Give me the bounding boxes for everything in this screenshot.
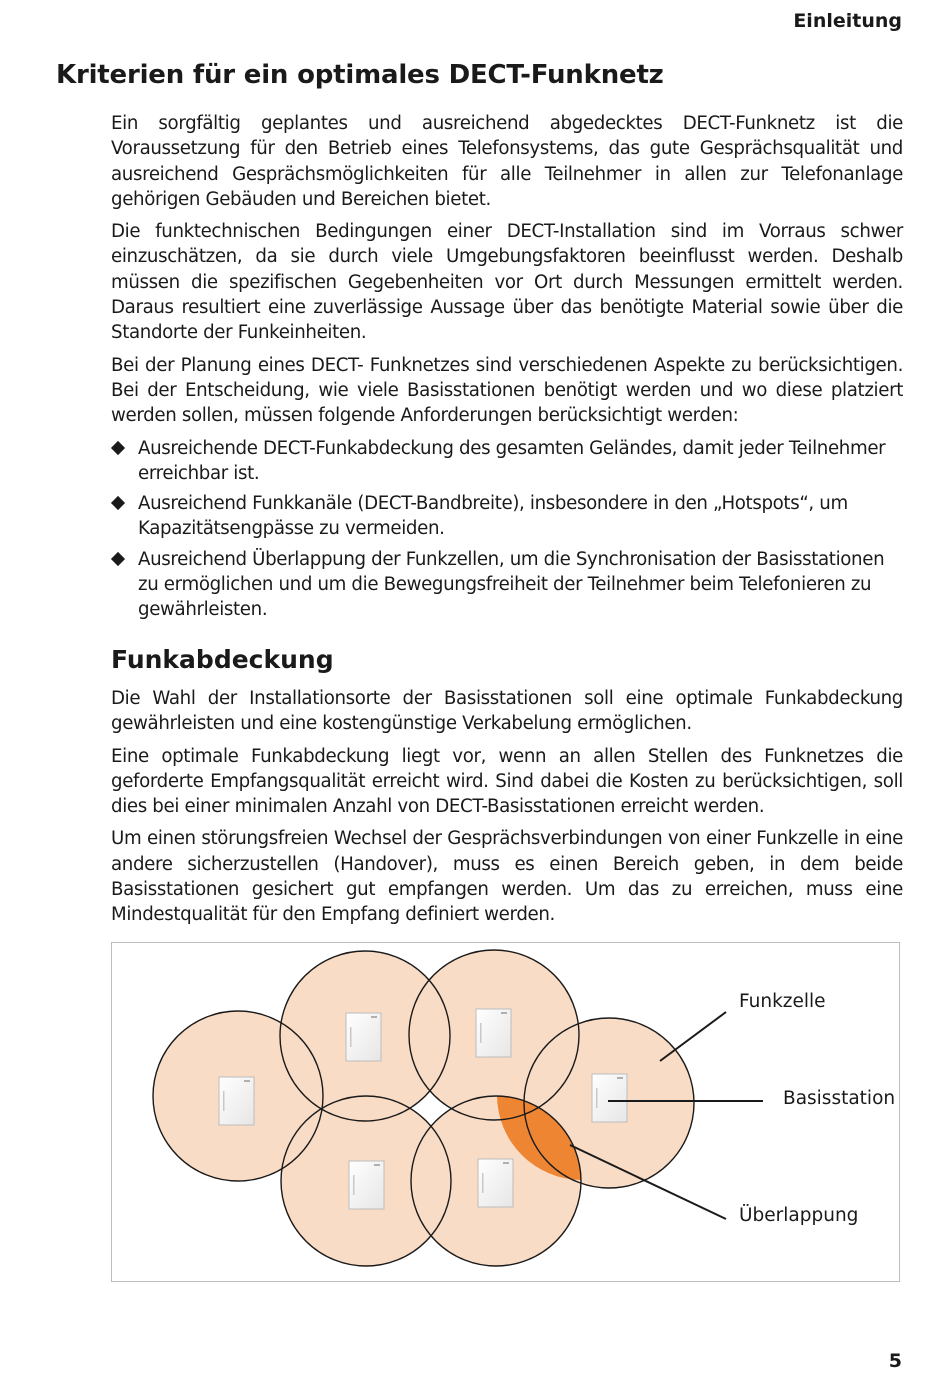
intro-paragraph: Die funktechnischen Bedingungen einer DECT-Installation sind im Vorraus schwer einzuschätzen, da sie durch viele Umgebungsfaktoren beeinflusst werden. Deshalb müssen die spezifischen Gegebenheiten vor Ort durch Messungen ermittelt werden. Daraus resultiert eine zuverlässige Aussage über das benötigte Material sowie über die Standorte der Funkeinheiten. xyxy=(111,221,903,344)
base-station-icon xyxy=(219,1077,254,1125)
intro-text xyxy=(111,111,903,628)
list-item-text: Ausreichend Funkkanäle (DECT-Bandbreite), insbesondere in den „Hotspots“, um Kapazitätsengpässe zu vermeiden. xyxy=(138,493,848,540)
base-station-icon xyxy=(349,1161,384,1209)
label-basisstation: Basisstation xyxy=(783,1088,896,1109)
base-station-icon xyxy=(346,1013,381,1061)
diamond-bullet-icon xyxy=(111,496,125,510)
list-item xyxy=(111,491,903,542)
section-paragraph: Um einen störungsfreien Wechsel der Gesprächsverbindungen von einer Funkzelle in eine andere sicherzustellen (Handover), muss es einen Bereich geben, in dem beide Basisstationen gesichert gut empfangen werden. Um das zu erreichen, muss eine Mindestqualität für den Empfang definiert werden. xyxy=(111,828,903,926)
page-number: 5 xyxy=(888,1350,902,1372)
running-header: Einleitung xyxy=(793,10,902,32)
diamond-bullet-icon xyxy=(111,440,125,454)
base-station-icon xyxy=(592,1074,627,1122)
list-item xyxy=(111,436,903,487)
label-funkzelle: Funkzelle xyxy=(739,991,826,1012)
diamond-bullet-icon xyxy=(111,552,125,566)
list-item-text: Ausreichend Überlappung der Funkzellen, um die Synchronisation der Basisstationen zu ermöglichen und um die Bewegungsfreiheit der Teilnehmer beim Telefonieren zu gewährleisten. xyxy=(138,548,885,621)
intro-paragraph: Bei der Planung eines DECT- Funknetzes sind verschiedenen Aspekte zu berücksichtigen. Bei der Entscheidung, wie viele Basisstationen benötigt werden und wo diese platziert werden sollen, müssen folgende Anforderungen berücksichtigt werden: xyxy=(111,354,903,427)
base-station-icon xyxy=(476,1009,511,1057)
requirements-list xyxy=(111,436,903,623)
page-title: Kriterien für ein optimales DECT-Funknetz xyxy=(56,60,664,90)
list-item-text: Ausreichende DECT-Funkabdeckung des gesamten Geländes, damit jeder Teilnehmer erreichbar ist. xyxy=(138,437,886,484)
label-ueberlappung: Überlappung xyxy=(739,1205,859,1226)
section-text xyxy=(111,686,903,935)
base-station-icon xyxy=(478,1159,513,1207)
intro-paragraph: Ein sorgfältig geplantes und ausreichend abgedecktes DECT-Funknetz ist die Voraussetzung für den Betrieb eines Telefonsystems, das gute Gesprächsqualität und ausreichend Gesprächsmöglichkeiten für alle Teilnehmer in allen zur Telefonanlage gehörigen Gebäuden und Bereichen bietet. xyxy=(111,113,903,210)
section-paragraph: Die Wahl der Installationsorte der Basisstationen soll eine optimale Funkabdeckung gewährleisten und eine kostengünstige Verkabelung ermöglichen. xyxy=(111,688,903,735)
coverage-diagram xyxy=(111,942,900,1282)
section-title: Funkabdeckung xyxy=(111,645,334,674)
list-item xyxy=(111,547,903,623)
leader-line-cell xyxy=(660,1012,726,1061)
section-paragraph: Eine optimale Funkabdeckung liegt vor, wenn an allen Stellen des Funknetzes die geforderte Empfangsqualität erreicht wird. Sind dabei die Kosten zu berücksichtigen, soll dies bei einer minimalen Anzahl von DECT-Basisstationen erreicht werden. xyxy=(111,745,903,818)
